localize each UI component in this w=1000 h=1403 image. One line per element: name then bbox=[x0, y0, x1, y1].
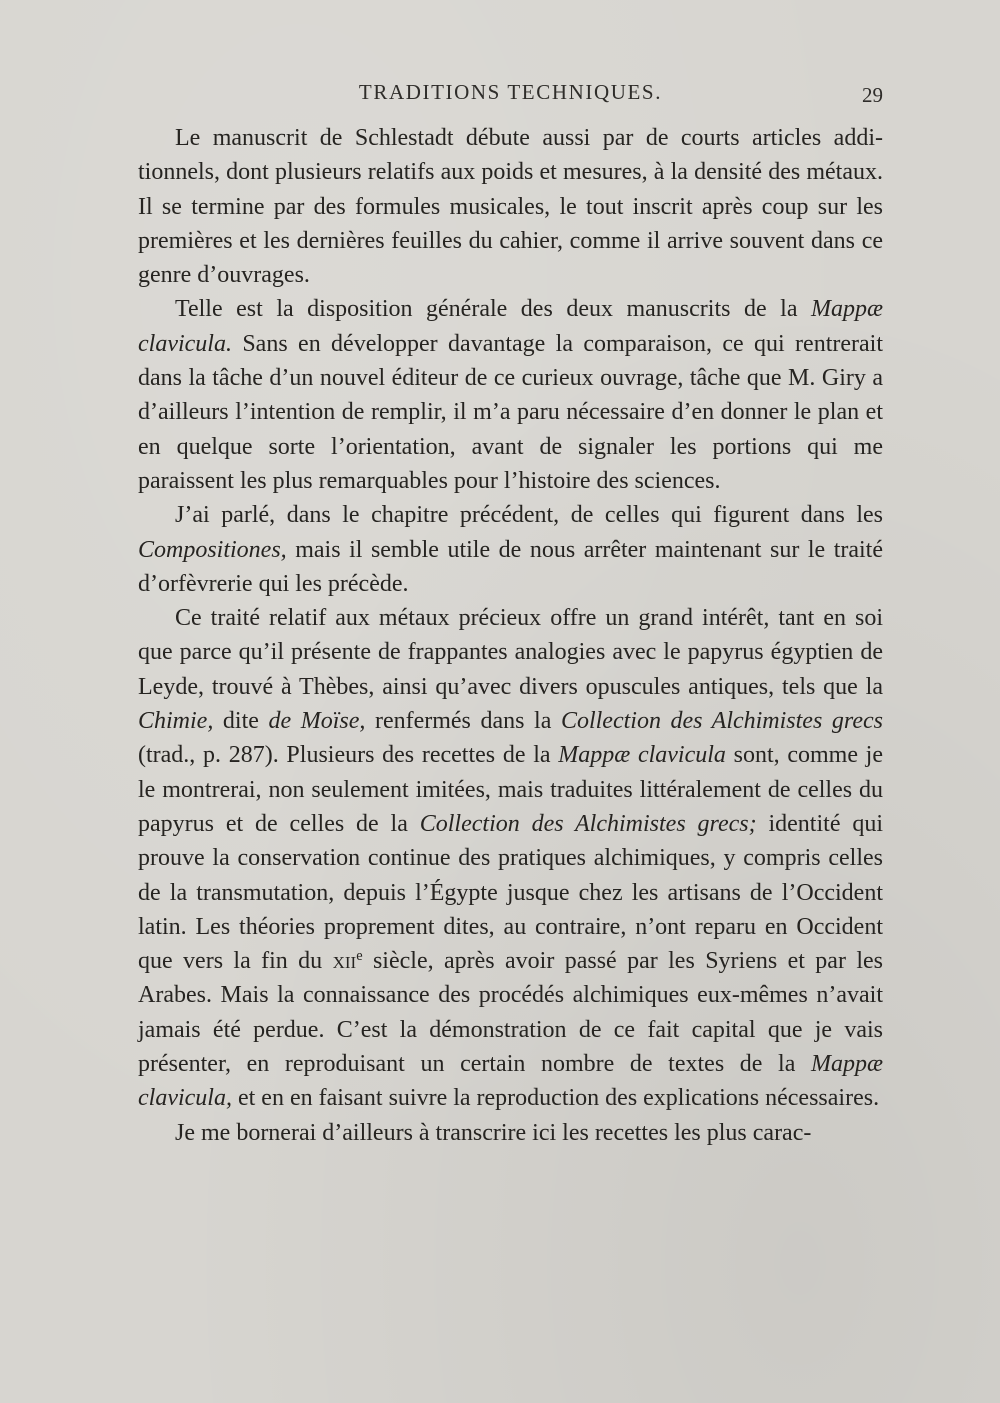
paragraph bbox=[138, 292, 883, 498]
text-run: dite bbox=[213, 708, 269, 735]
italic-title: Collection des Alchimistes grecs bbox=[560, 708, 883, 735]
text-run: mais il semble utile de nous arrêter maintenant sur le traité d’orfèvrerie qui les précède. bbox=[138, 536, 883, 597]
paragraph bbox=[138, 121, 883, 292]
page-number: 29 bbox=[862, 83, 883, 107]
italic-title: Compositiones, bbox=[138, 536, 287, 563]
text-run: Je me bornerai d’ailleurs à transcrire ici les recettes les plus carac- bbox=[175, 1119, 812, 1146]
superscript: e bbox=[356, 948, 363, 965]
italic-title: Collection des Alchimistes grecs; bbox=[419, 810, 757, 837]
text-run: et en en faisant suivre la reproduction des explications nécessaires. bbox=[231, 1085, 880, 1112]
text-run: Telle est la disposition générale des deux manuscrits de la bbox=[175, 296, 811, 323]
italic-title: Chimie, bbox=[138, 708, 214, 735]
paragraph bbox=[138, 601, 883, 1115]
running-title: TRADITIONS TECHNIQUES. bbox=[358, 80, 663, 104]
text-run: Le manuscrit de Schlestadt débute aussi par de courts articles additionnels, dont plusieurs relatifs aux poids et mesures, à la densité des métaux. Il se termine par des formules musicales, le tout inscrit après coup sur les premières et les dernières feuilles du cahier, comme il arrive souvent dans ce genre d’ouvrages. bbox=[138, 125, 883, 289]
body-text bbox=[138, 121, 883, 1150]
text-run: renfermés dans la bbox=[365, 708, 561, 735]
paragraph bbox=[138, 1116, 883, 1150]
paragraph bbox=[138, 498, 883, 601]
text-run: identité qui prouve la conservation continue des pratiques alchimiques, y compris celles de la transmutation, depuis l’Égypte jusque chez les artisans de l’Occident latin. Les théories proprement dites, au contraire, n’ont reparu en Occident que vers la fin du bbox=[138, 810, 883, 975]
text-run: siècle, après avoir passé par les Syriens et par les Arabes. Mais la connaissance des procédés alchimiques eux-mêmes n’avait jamais été perdue. C’est la démonstration de ce fait capital que je vais présenter, en reproduisant un certain nombre de textes de la bbox=[138, 948, 883, 1078]
text-run: J’ai parlé, dans le chapitre précédent, de celles qui figurent dans les bbox=[175, 502, 883, 529]
text-run: Ce traité relatif aux métaux précieux offre un grand intérêt, tant en soi que parce qu’il présente de frappantes analogies avec le papyrus égyptien de Leyde, trouvé à Thèbes, ainsi qu’avec divers opuscules antiques, tels que la bbox=[138, 605, 883, 700]
italic-title: Mappæ clavicula. bbox=[138, 296, 883, 357]
text-run: Sans en développer davantage la comparaison, ce qui rentrerait dans la tâche d’un nouvel éditeur de ce curieux ouvrage, tâche que M. Giry a d’ailleurs l’intention de remplir, il m’a paru nécessaire d’en donner le plan et en quelque sorte l’orientation, avant de signaler les portions qui me paraissent les plus remarquables pour l’histoire des sciences. bbox=[138, 330, 883, 494]
running-head bbox=[138, 80, 883, 110]
text-run: (trad., p. 287). Plusieurs des recettes de la bbox=[138, 742, 559, 769]
italic-title: Mappæ clavicula, bbox=[138, 1051, 883, 1112]
text-run: sont, comme je le montrerai, non seulement imitées, mais traduites littéralement de celles du papyrus et de celles de la bbox=[138, 742, 884, 837]
italic-title: de Moïse, bbox=[268, 708, 366, 735]
italic-title: Mappæ clavicula bbox=[558, 742, 726, 769]
roman-numeral: xii bbox=[332, 948, 357, 975]
